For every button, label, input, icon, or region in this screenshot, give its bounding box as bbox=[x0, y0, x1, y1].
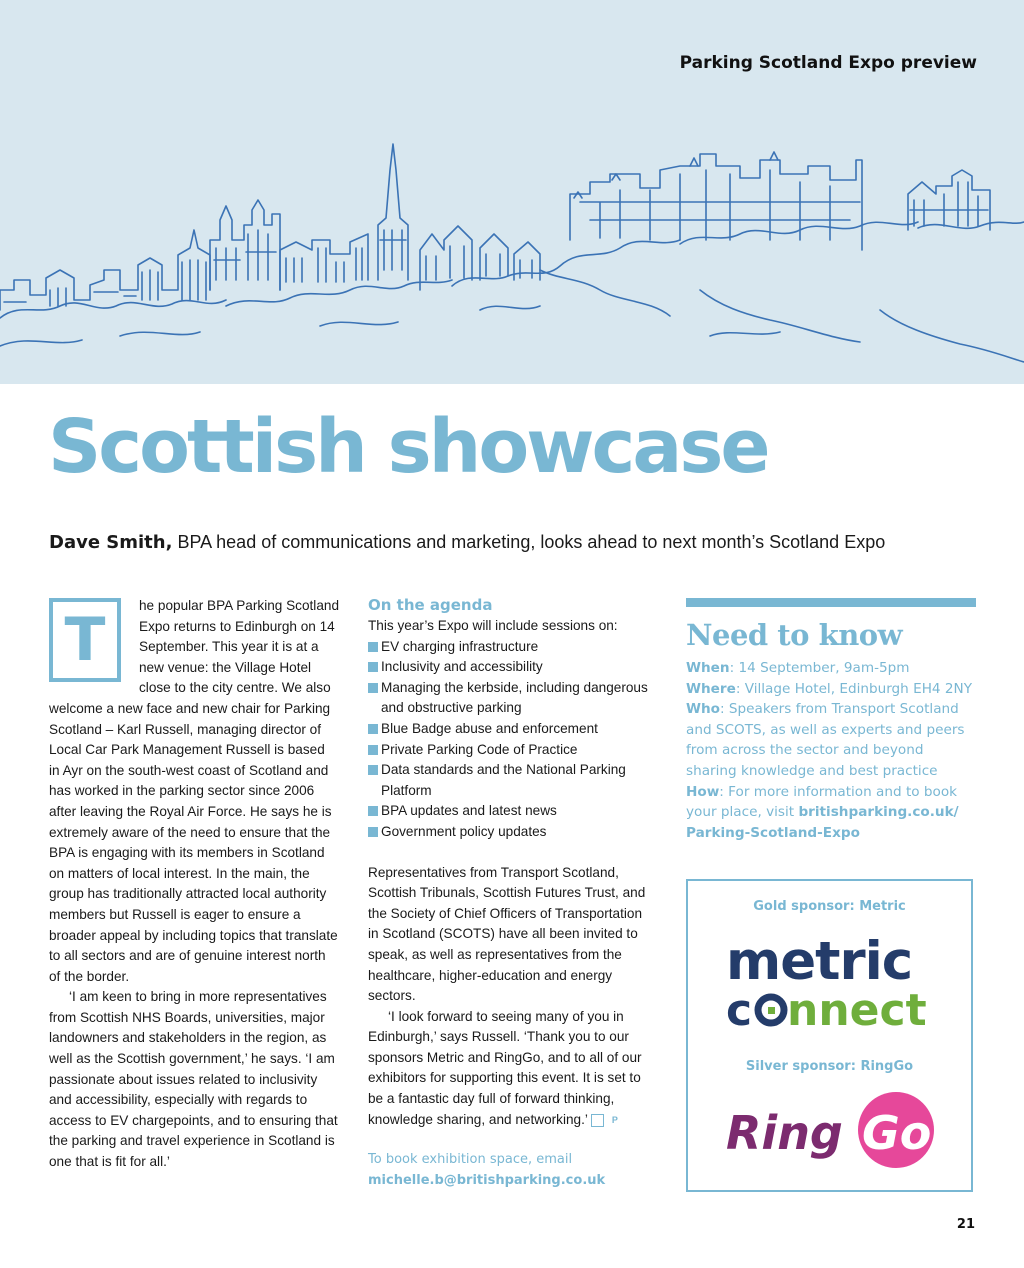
who-line bbox=[686, 699, 976, 781]
when-line bbox=[686, 658, 976, 679]
quote-text: ‘I look forward to seeing many of you in Edinburgh,’ says Russell. ‘Thank you to our sponsors Metric and RingGo, and to all of our exhibitors for supporting this event. It is set to be a fantastic day full of forward thinking, knowledge sharing, and networking.’ bbox=[368, 1008, 642, 1127]
metric-wordmark: metric bbox=[726, 933, 913, 992]
square-bullet-icon bbox=[368, 642, 378, 652]
section-label: Parking Scotland Expo preview bbox=[679, 53, 977, 73]
metric-connect-logo bbox=[724, 933, 938, 1035]
agenda-heading: On the agenda bbox=[368, 596, 493, 614]
need-to-know-title: Need to know bbox=[686, 618, 903, 652]
agenda-item-label: Data standards and the National Parking Platform bbox=[381, 762, 626, 798]
agenda-item-label: Private Parking Code of Practice bbox=[381, 741, 578, 757]
sponsor-panel bbox=[686, 879, 973, 1192]
ringgo-go-wordmark: Go bbox=[862, 1106, 932, 1160]
list-item bbox=[368, 637, 656, 658]
booking-text: To book exhibition space, email bbox=[368, 1152, 573, 1168]
expo-website-link[interactable]: britishparking.co.uk/ Parking-Scotland-Expo bbox=[686, 804, 959, 841]
silver-sponsor-label: Silver sponsor: RingGo bbox=[745, 1059, 914, 1074]
list-item bbox=[368, 657, 656, 678]
standfirst-text: BPA head of communications and marketing, looks ahead to next month’s Scotland Expo bbox=[177, 532, 886, 552]
ringgo-ring-wordmark: Ring bbox=[726, 1106, 843, 1160]
square-bullet-icon bbox=[368, 745, 378, 755]
how-label: How bbox=[686, 783, 720, 800]
gold-sponsor-label: Gold sponsor: Metric bbox=[753, 899, 906, 914]
who-label: Who bbox=[686, 701, 721, 718]
list-item bbox=[368, 801, 656, 822]
square-bullet-icon bbox=[368, 724, 378, 734]
booking-info bbox=[368, 1150, 656, 1191]
agenda-item-label: BPA updates and latest news bbox=[381, 803, 557, 819]
body-paragraph: ‘I am keen to bring in more representatives from Scottish NHS Boards, universities, major landowners and stakeholders in the region, as well as the Scottish government,’ he says. ‘I am passionate about issues related to inclusivity and accessibility, especially with regards to access to EV chargepoints, and to ensuring that the parking and travel experience in Scotland is one that is fit for all.’ bbox=[49, 989, 338, 1170]
agenda-item-label: EV charging infrastructure bbox=[381, 638, 539, 654]
list-item bbox=[368, 760, 656, 801]
article-column-1 bbox=[49, 596, 339, 1173]
connect-wordmark-rest: nnect bbox=[787, 985, 927, 1035]
agenda-item-label: Government policy updates bbox=[381, 823, 547, 839]
connect-wordmark-c: c bbox=[726, 985, 753, 1035]
where-line bbox=[686, 679, 976, 700]
list-item bbox=[368, 822, 656, 843]
list-item bbox=[368, 719, 656, 740]
hero-banner bbox=[0, 0, 1024, 384]
parking-end-mark-icon: P bbox=[591, 1114, 604, 1127]
square-bullet-icon bbox=[368, 765, 378, 775]
square-bullet-icon bbox=[368, 806, 378, 816]
standfirst bbox=[49, 532, 885, 553]
when-value: : 14 September, 9am-5pm bbox=[729, 660, 910, 676]
need-to-know-panel bbox=[686, 598, 976, 843]
list-item bbox=[368, 678, 656, 719]
who-value: : Speakers from Transport Scotland and SCOTS, as well as experts and peers from across the sector and beyond sharing knowledge and best practice bbox=[686, 701, 965, 779]
agenda-item-label: Inclusivity and accessibility bbox=[381, 659, 543, 675]
author-name: Dave Smith, bbox=[49, 532, 173, 553]
how-value: : For more information and to book your place, visit bbox=[686, 783, 958, 821]
where-label: Where bbox=[686, 680, 736, 697]
ringgo-logo bbox=[724, 1091, 938, 1171]
article-column-2 bbox=[368, 595, 656, 1191]
agenda-item-label: Blue Badge abuse and enforcement bbox=[381, 720, 598, 736]
agenda-list bbox=[368, 637, 656, 843]
when-label: When bbox=[686, 660, 730, 676]
list-item bbox=[368, 740, 656, 761]
how-line bbox=[686, 782, 976, 844]
agenda-item-label: Managing the kerbside, including dangerous and obstructive parking bbox=[381, 679, 648, 716]
square-bullet-icon bbox=[368, 683, 378, 693]
connect-o-square-icon bbox=[768, 1007, 775, 1014]
accent-rule bbox=[686, 598, 976, 607]
where-value: : Village Hotel, Edinburgh EH4 2NY bbox=[735, 680, 973, 697]
square-bullet-icon bbox=[368, 827, 378, 837]
square-bullet-icon bbox=[368, 662, 378, 672]
agenda-intro: This year’s Expo will include sessions on: bbox=[368, 618, 618, 633]
article-headline: Scottish showcase bbox=[48, 404, 768, 490]
page-number: 21 bbox=[956, 1217, 975, 1232]
body-paragraph bbox=[368, 1007, 656, 1131]
booking-email-link[interactable]: michelle.b@britishparking.co.uk bbox=[368, 1172, 606, 1188]
edinburgh-skyline-illustration bbox=[0, 130, 1024, 384]
body-paragraph: Representatives from Transport Scotland, Scottish Tribunals, Scottish Futures Trust, and the Society of Chief Officers of Transportation in Scotland (SCOTS) have all been invited to speak, as well as representatives from the healthcare, higher-education and energy sectors. bbox=[368, 864, 646, 1004]
drop-cap: T bbox=[49, 598, 121, 682]
need-to-know-details bbox=[686, 658, 976, 843]
body-paragraph: he popular BPA Parking Scotland Expo returns to Edinburgh on 14 September. This year it is at a new venue: the Village Hotel close to the city centre. We also welcome a new face and new chair for Parking Scotland – Karl Russell, managing director of Local Car Park Management Russell is based in Ayr on the south-west coast of Scotland and has worked in the parking sector since 2006 after leaving the Royal Air Force. He says he is extremely aware of the need to ensure that the BPA is engaging with its members in Scotland on matters of local interest. In the main, the group has traditionally attracted local authority members but Russell is eager to ensure a broader appeal by including topics that translate to all sectors and are of genuine interest north of the border. bbox=[49, 598, 340, 984]
